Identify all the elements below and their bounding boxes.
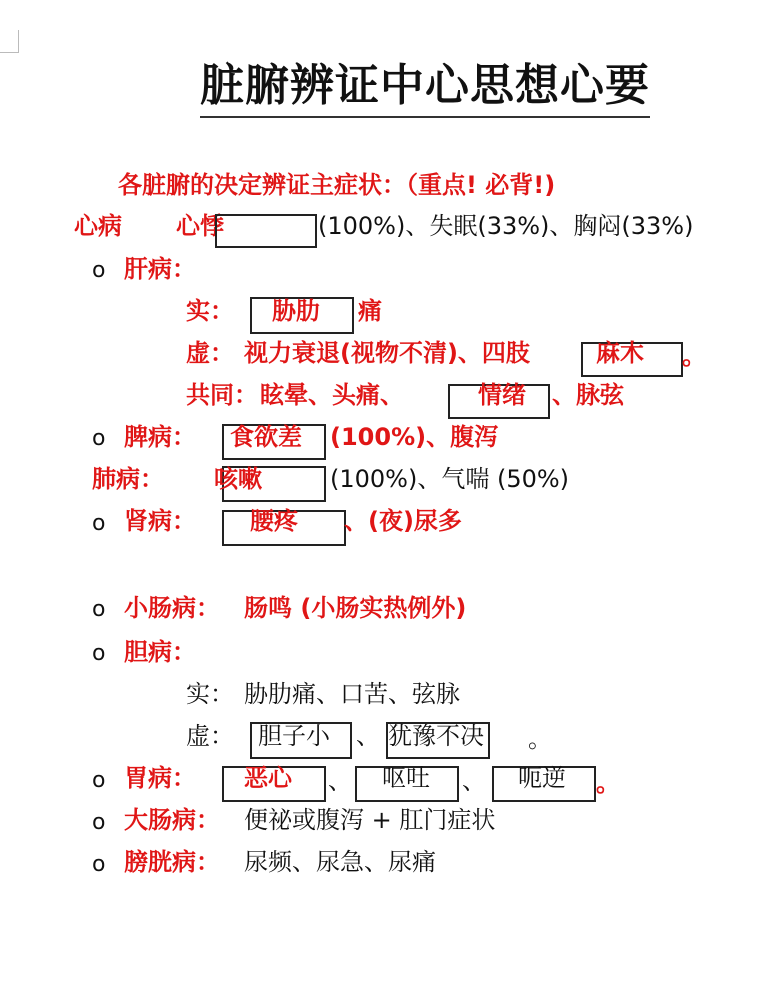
liver-label: 肝病： (124, 255, 196, 283)
spleen-rest: (100%)、腹泻 (330, 423, 499, 451)
stomach-answer-3: 呃逆 (518, 764, 566, 792)
page-corner-mark (0, 30, 19, 53)
large-intestine-label: 大肠病： (124, 806, 220, 834)
bladder-bullet: o (92, 852, 106, 877)
stomach-label: 胃病： (124, 764, 196, 792)
heart-label: 心病 (74, 212, 122, 240)
liver-shi-label: 实： (186, 297, 234, 325)
gallbladder-shi-text: 胁肋痛、口苦、弦脉 (244, 680, 460, 708)
gallbladder-label: 胆病： (124, 638, 196, 666)
gallbladder-xu-label: 虚： (186, 722, 234, 750)
kidney-bullet: o (92, 511, 106, 536)
heart-answer: 心悸 (176, 212, 224, 240)
lung-answer: 咳嗽 (214, 465, 262, 493)
liver-xu-text: 视力衰退(视物不清)、四肢 (244, 339, 530, 367)
page-title: 脏腑辨证中心思想心要 (200, 58, 650, 118)
liver-common-label: 共同： (186, 381, 258, 409)
liver-bullet: o (92, 258, 106, 283)
liver-xu-label: 虚： (186, 339, 234, 367)
lung-rest: (100%)、气喘 (50%) (330, 465, 570, 493)
liver-xu-answer: 麻木 (596, 339, 644, 367)
small-intestine-label: 小肠病： (124, 594, 220, 622)
small-intestine-bullet: o (92, 597, 106, 622)
liver-common-end: 、脉弦 (552, 381, 624, 409)
gallbladder-xu-answer-2: 犹豫不决 (388, 722, 484, 750)
gallbladder-shi-label: 实： (186, 680, 234, 708)
liver-common-answer: 情绪 (478, 381, 526, 409)
heart-rest: (100%)、失眠(33%)、胸闷(33%) (318, 212, 694, 240)
kidney-answer: 腰疼 (250, 507, 298, 535)
stomach-answer-1: 恶心 (244, 764, 292, 792)
stomach-sep-2: 、 (462, 767, 486, 795)
large-intestine-text: 便祕或腹泻 + 肛门症状 (244, 806, 496, 834)
spleen-answer: 食欲差 (230, 423, 302, 451)
spleen-bullet: o (92, 426, 106, 451)
bladder-text: 尿频、尿急、尿痛 (244, 848, 436, 876)
stomach-sep-1: 、 (328, 767, 352, 795)
liver-shi-answer: 胁肋 (272, 297, 320, 325)
gallbladder-xu-answer-1: 胆子小 (258, 722, 330, 750)
liver-common-text: 眩晕、头痛、 (260, 381, 404, 409)
gallbladder-xu-sep: 、 (356, 722, 380, 750)
gallbladder-xu-end: 。 (528, 725, 552, 753)
large-intestine-bullet: o (92, 810, 106, 835)
liver-shi-rest: 痛 (358, 297, 382, 325)
stomach-answer-2: 呕吐 (382, 764, 430, 792)
liver-xu-end: 。 (682, 342, 706, 370)
gallbladder-bullet: o (92, 641, 106, 666)
stomach-end: 。 (596, 769, 620, 797)
kidney-rest: 、(夜)尿多 (344, 507, 462, 535)
bladder-label: 膀胱病： (124, 848, 220, 876)
stomach-bullet: o (92, 768, 106, 793)
kidney-label: 肾病： (124, 507, 196, 535)
small-intestine-text: 肠鸣 (小肠实热例外) (244, 594, 467, 622)
heart-answer-box (215, 214, 317, 248)
spleen-label: 脾病： (124, 423, 196, 451)
subtitle: 各脏腑的决定辨证主症状：（重点! 必背!) (118, 171, 556, 199)
lung-label: 肺病： (92, 465, 164, 493)
